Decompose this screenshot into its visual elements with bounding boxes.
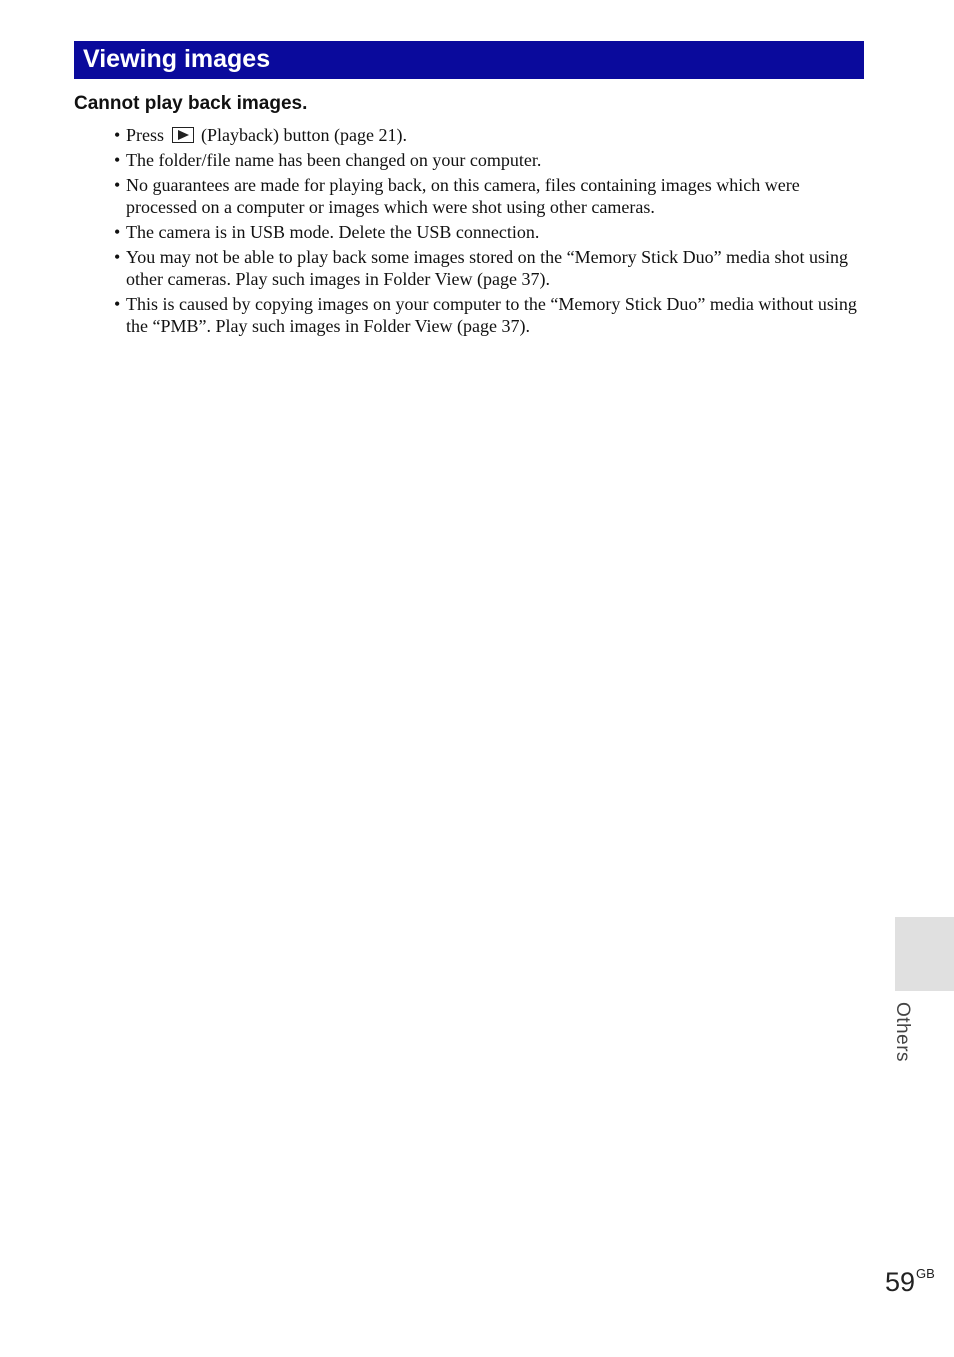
list-item	[114, 293, 864, 337]
troubleshooting-list	[114, 124, 864, 340]
side-tab-label	[891, 1002, 915, 1068]
bullet-dot: •	[114, 247, 121, 267]
list-item-text: This is caused by copying images on your computer to the “Memory Stick Duo” media without using the “PMB”. Play such images in Folder View (page 37).	[126, 294, 857, 336]
bullet-dot: •	[114, 222, 121, 242]
list-item-text: The folder/file name has been changed on your computer.	[126, 150, 542, 170]
list-item	[114, 149, 864, 171]
page-title: Viewing images	[83, 45, 271, 73]
playback-icon	[172, 127, 194, 143]
section-title-bar	[74, 41, 864, 79]
bullet-dot: •	[114, 125, 121, 145]
bullet-dot: •	[114, 150, 121, 170]
list-item-text: The camera is in USB mode. Delete the USB connection.	[126, 222, 540, 242]
side-tab-marker	[895, 917, 954, 991]
list-item-text: Press	[126, 125, 165, 145]
page-number-suffix: GB	[916, 1266, 935, 1281]
bullet-dot: •	[114, 294, 121, 314]
page-number-value: 59	[885, 1267, 916, 1297]
side-tab-label-text: Others	[892, 1002, 913, 1063]
list-item-text: You may not be able to play back some images stored on the “Memory Stick Duo” media shot using other cameras. Play such images in Folder View (page 37).	[126, 247, 849, 289]
bullet-dot: •	[114, 175, 121, 195]
page-number	[885, 1266, 935, 1298]
list-item	[114, 221, 864, 243]
list-item-text: No guarantees are made for playing back, on this camera, files containing images which were processed on a computer or images which were shot using other cameras.	[126, 175, 800, 217]
list-item	[114, 246, 864, 290]
section-heading: Cannot play back images.	[74, 93, 308, 114]
list-item	[114, 174, 864, 218]
list-item	[114, 124, 864, 146]
list-item-text: (Playback) button (page 21).	[201, 125, 407, 145]
